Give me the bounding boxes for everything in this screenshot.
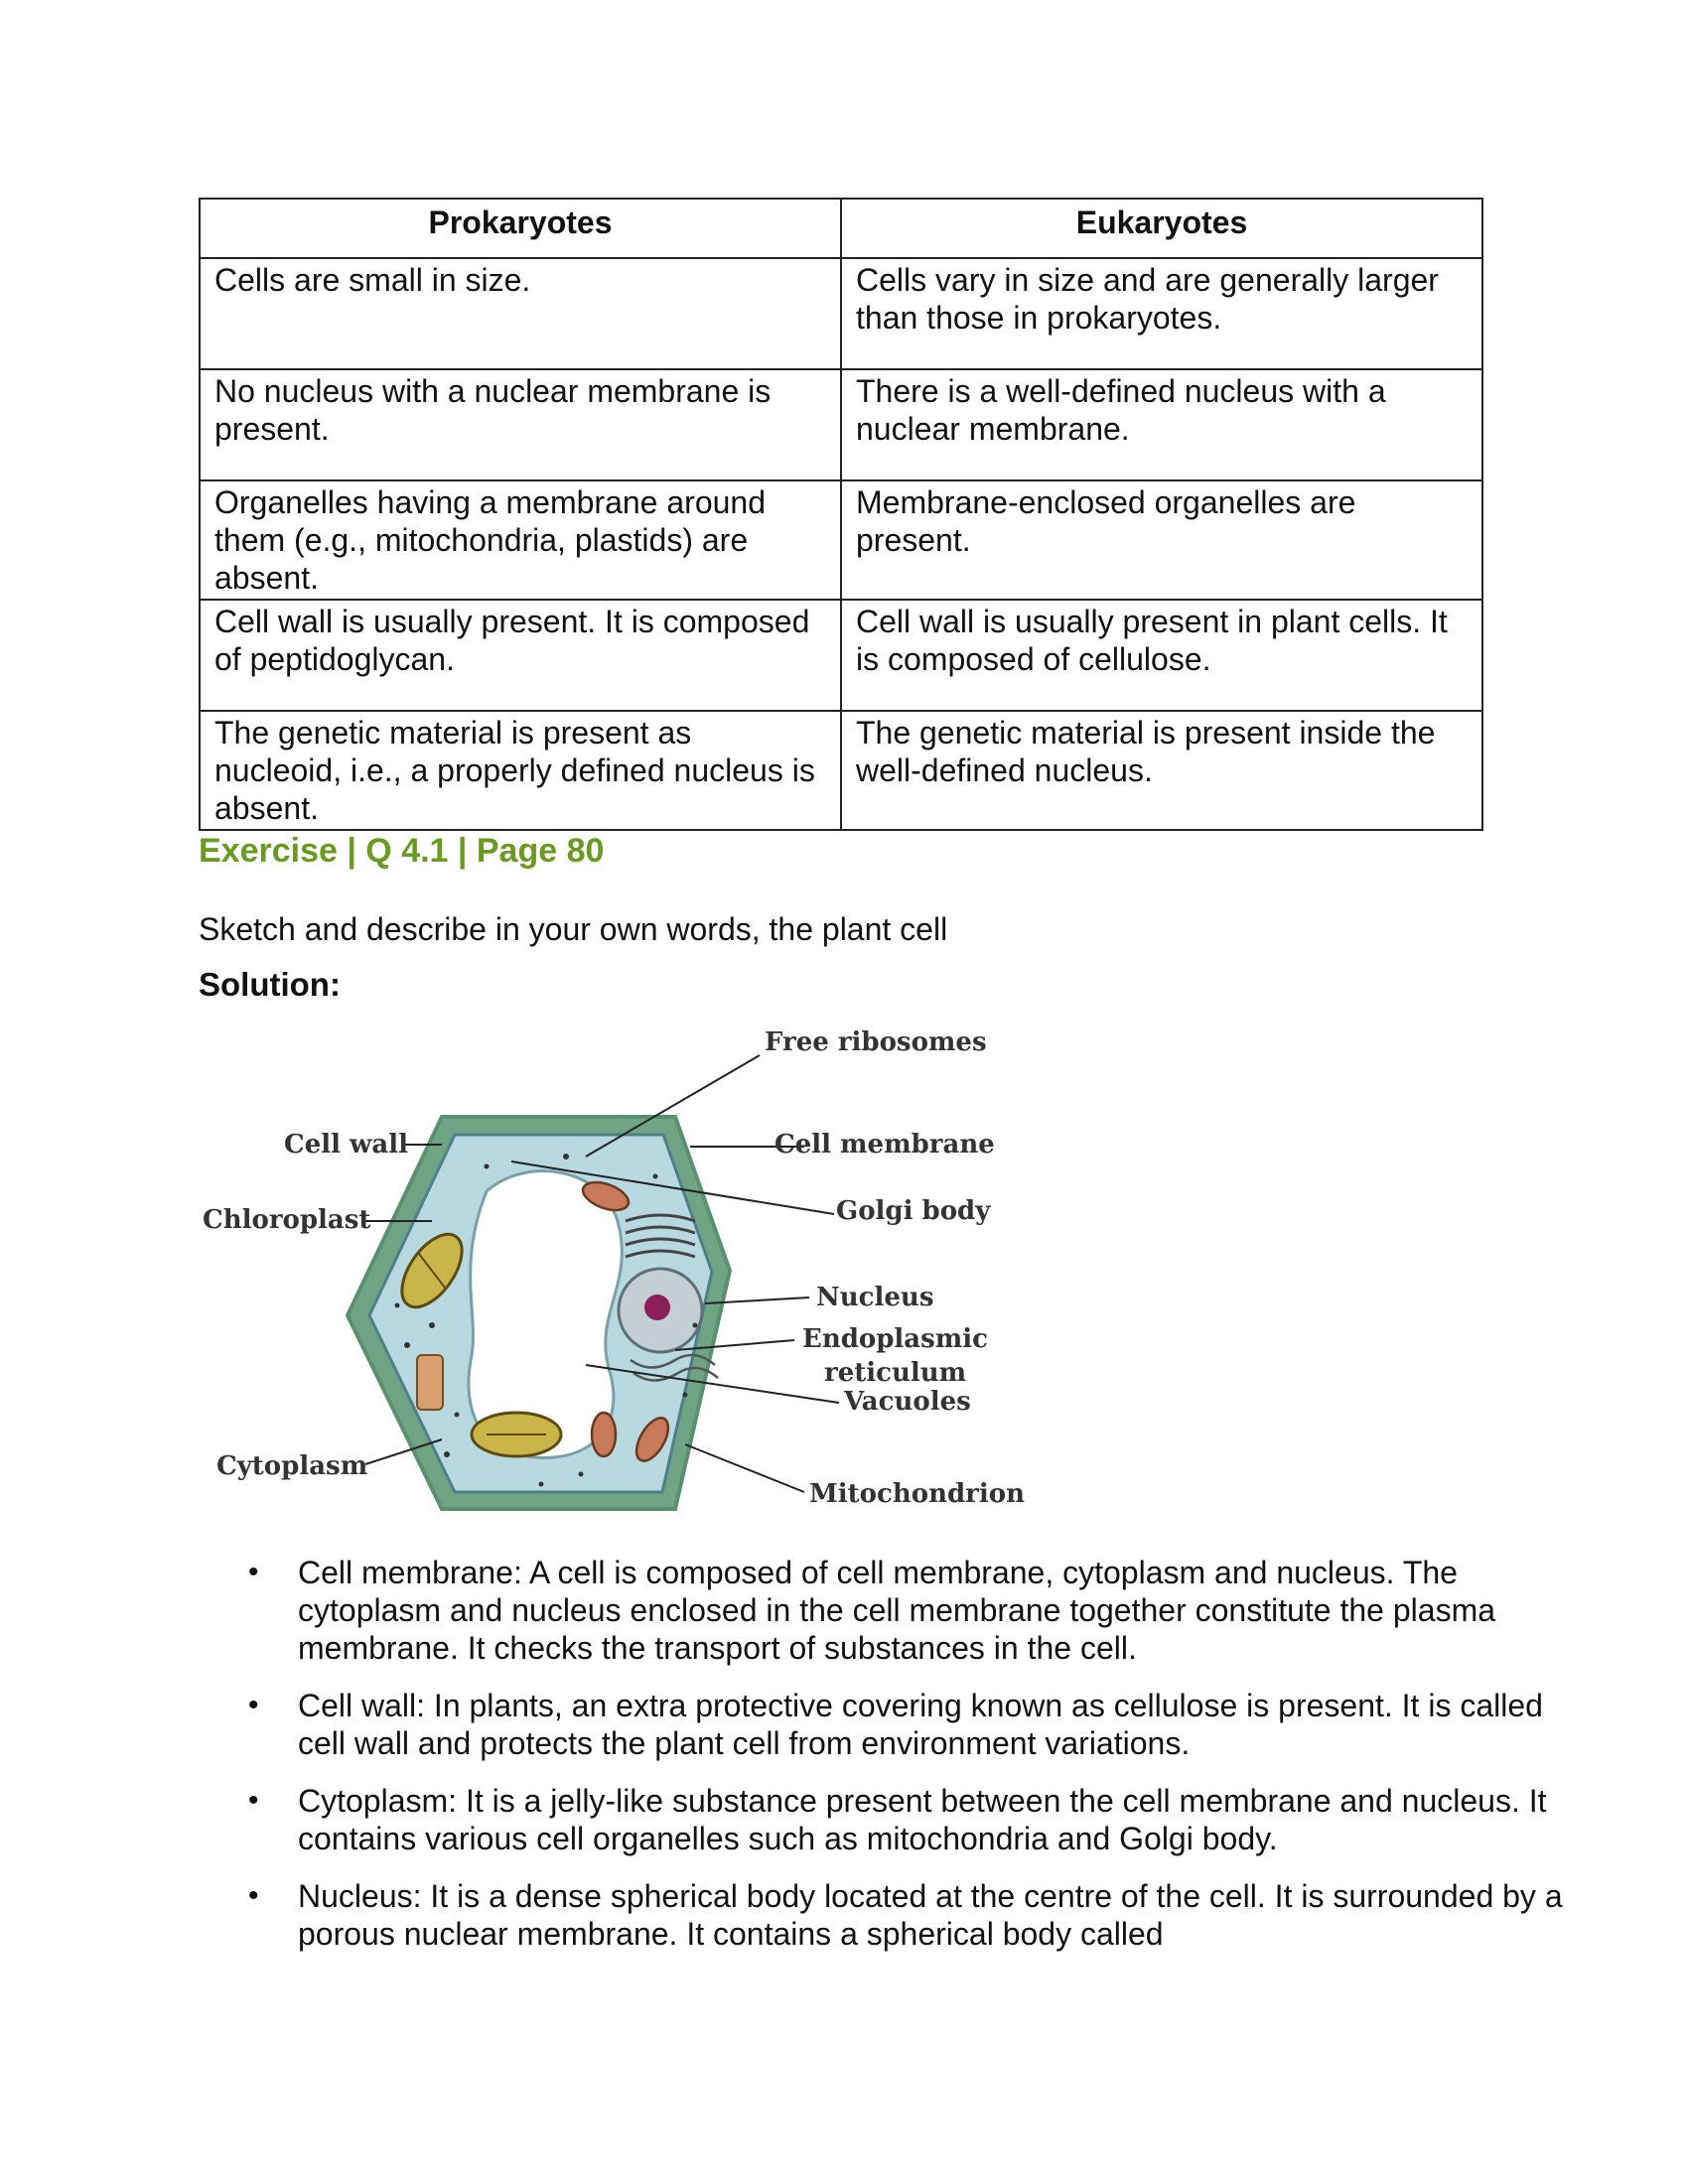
table-cell: No nucleus with a nuclear membrane is present. — [200, 369, 841, 480]
table-cell: Organelles having a membrane around them (e.g., mitochondria, plastids) are absent. — [200, 480, 841, 600]
list-item: • Cell membrane: A cell is composed of cell membrane, cytoplasm and nucleus. The cytoplasm and nucleus enclosed in the cell membrane together constitute the plasma membrane. It checks the transport of substances in the cell. — [298, 1554, 1589, 1667]
label-er-line1: Endoplasmic — [802, 1324, 989, 1354]
table-cell: Membrane-enclosed organelles are present. — [841, 480, 1482, 600]
list-item: • Cell wall: In plants, an extra protective covering known as cellulose is present. It is called cell wall and protects the plant cell from environment variations. — [298, 1687, 1589, 1762]
label-cell-wall: Cell wall — [284, 1130, 409, 1160]
label-nucleus: Nucleus — [816, 1283, 934, 1312]
table-cell: The genetic material is present inside the well-defined nucleus. — [841, 711, 1482, 830]
table-header-row — [200, 199, 1482, 258]
table-cell: The genetic material is present as nucleoid, i.e., a properly defined nucleus is absent. — [200, 711, 841, 830]
table-row — [200, 369, 1482, 480]
table-cell: Cell wall is usually present in plant cells. It is composed of cellulose. — [841, 600, 1482, 711]
question-text: Sketch and describe in your own words, the plant cell — [199, 911, 948, 947]
plant-cell-diagram — [189, 1018, 1062, 1534]
label-chloroplast: Chloroplast — [203, 1205, 371, 1235]
description-list — [199, 1554, 1589, 1973]
label-mitochondrion: Mitochondrion — [809, 1479, 1025, 1509]
label-er-line2: reticulum — [824, 1358, 967, 1388]
label-free-ribosomes: Free ribosomes — [765, 1027, 987, 1057]
table-row — [200, 480, 1482, 600]
comparison-table — [199, 198, 1483, 831]
table-cell: Cells vary in size and are generally larger than those in prokaryotes. — [841, 258, 1482, 369]
plastid-shape — [417, 1355, 443, 1410]
list-item: • Nucleus: It is a dense spherical body located at the centre of the cell. It is surrounded by a porous nuclear membrane. It contains a spherical body called — [298, 1877, 1589, 1953]
table-cell: Cells are small in size. — [200, 258, 841, 369]
exercise-heading: Exercise | Q 4.1 | Page 80 — [199, 832, 605, 870]
label-vacuoles: Vacuoles — [844, 1387, 971, 1417]
table-row — [200, 711, 1482, 830]
solution-label: Solution: — [199, 966, 341, 1003]
table-row — [200, 600, 1482, 711]
header-prokaryotes: Prokaryotes — [200, 199, 841, 258]
table-cell: There is a well-defined nucleus with a nuclear membrane. — [841, 369, 1482, 480]
table-cell: Cell wall is usually present. It is composed of peptidoglycan. — [200, 600, 841, 711]
table-row — [200, 258, 1482, 369]
header-eukaryotes: Eukaryotes — [841, 199, 1482, 258]
label-cytoplasm: Cytoplasm — [216, 1451, 368, 1481]
label-golgi-body: Golgi body — [836, 1196, 991, 1226]
list-item: • Cytoplasm: It is a jelly-like substance present between the cell membrane and nucleus. It contains various cell organelles such as mitochondria and Golgi body. — [298, 1782, 1589, 1857]
nucleolus-shape — [644, 1295, 670, 1320]
label-cell-membrane: Cell membrane — [774, 1130, 995, 1160]
